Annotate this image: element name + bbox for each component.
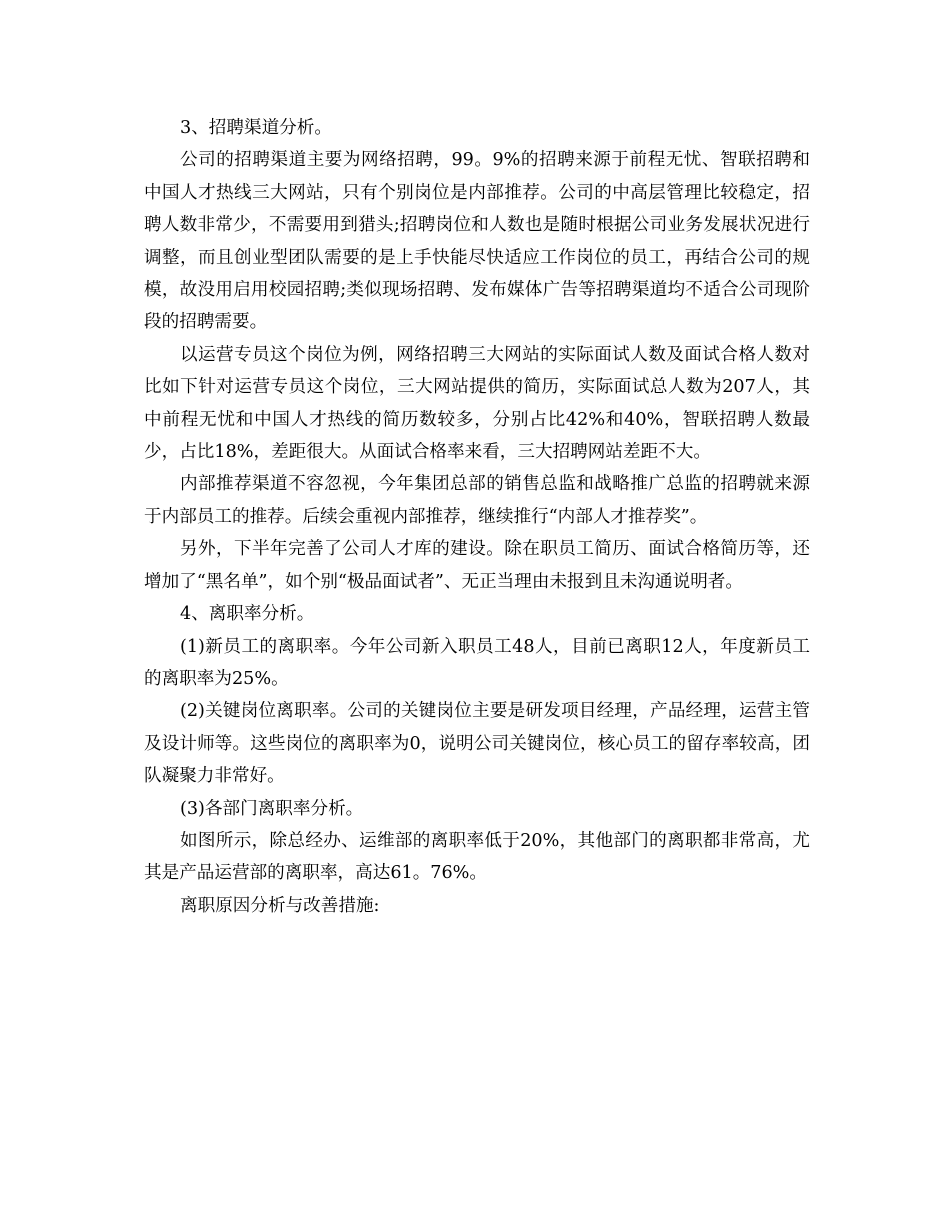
section-heading-recruitment-channels: 3、招聘渠道分析。 [180,118,332,138]
document-body [144,112,810,922]
paragraph-internal-referral: 内部推荐渠道不容忽视，今年集团总部的销售总监和战略推广总监的招聘就来源于内部员工的推荐。后续会重视内部推荐，继续推行“内部人才推荐奖”。 [144,474,810,527]
subheading-department-turnover: (3)各部门离职率分析。 [180,798,364,819]
subheading-turnover-reasons: 离职原因分析与改善措施: [180,895,380,916]
paragraph-department-turnover: 如图所示，除总经办、运维部的离职率低于20%，其他部门的离职都非常高，尤其是产品运营部的离职率，高达61。76%。 [144,830,810,884]
paragraph-recruitment-channels: 公司的招聘渠道主要为网络招聘，99。9%的招聘来源于前程无忧、智联招聘和中国人才热线三大网站，只有个别岗位是内部推荐。公司的中高层管理比较稳定，招聘人数非常少，不需要用到猎头;招聘岗位和人数也是随时根据公司业务发展状况进行调整，而且创业型团队需要的是上手快能尽快适应工作岗位的员工，再结合公司的规模，故没用启用校园招聘;类似现场招聘、发布媒体广告等招聘渠道均不适合公司现阶段的招聘需要。 [144,150,810,333]
paragraph-talent-pool: 另外，下半年完善了公司人才库的建设。除在职员工简历、面试合格简历等，还增加了“黑名单”，如个别“极品面试者”、无正当理由未报到且未沟通说明者。 [144,539,810,592]
section-heading-turnover-rate: 4、离职率分析。 [180,604,315,625]
paragraph-operations-specialist-example: 以运营专员这个岗位为例，网络招聘三大网站的实际面试人数及面试合格人数对比如下针对运营专员这个岗位，三大网站提供的简历，实际面试总人数为207人，其中前程无忧和中国人才热线的简历数较多，分别占比42%和40%，智联招聘人数最少，占比18%，差距很大。从面试合格率来看，三大招聘网站差距不大。 [144,344,810,463]
paragraph-key-position-turnover: (2)关键岗位离职率。公司的关键岗位主要是研发项目经理，产品经理，运营主管及设计师等。这些岗位的离职率为0，说明公司关键岗位，核心员工的留存率较高，团队凝聚力非常好。 [144,701,810,787]
paragraph-new-employee-turnover: (1)新员工的离职率。今年公司新入职员工48人，目前已离职12人，年度新员工的离职率为25%。 [144,636,810,689]
